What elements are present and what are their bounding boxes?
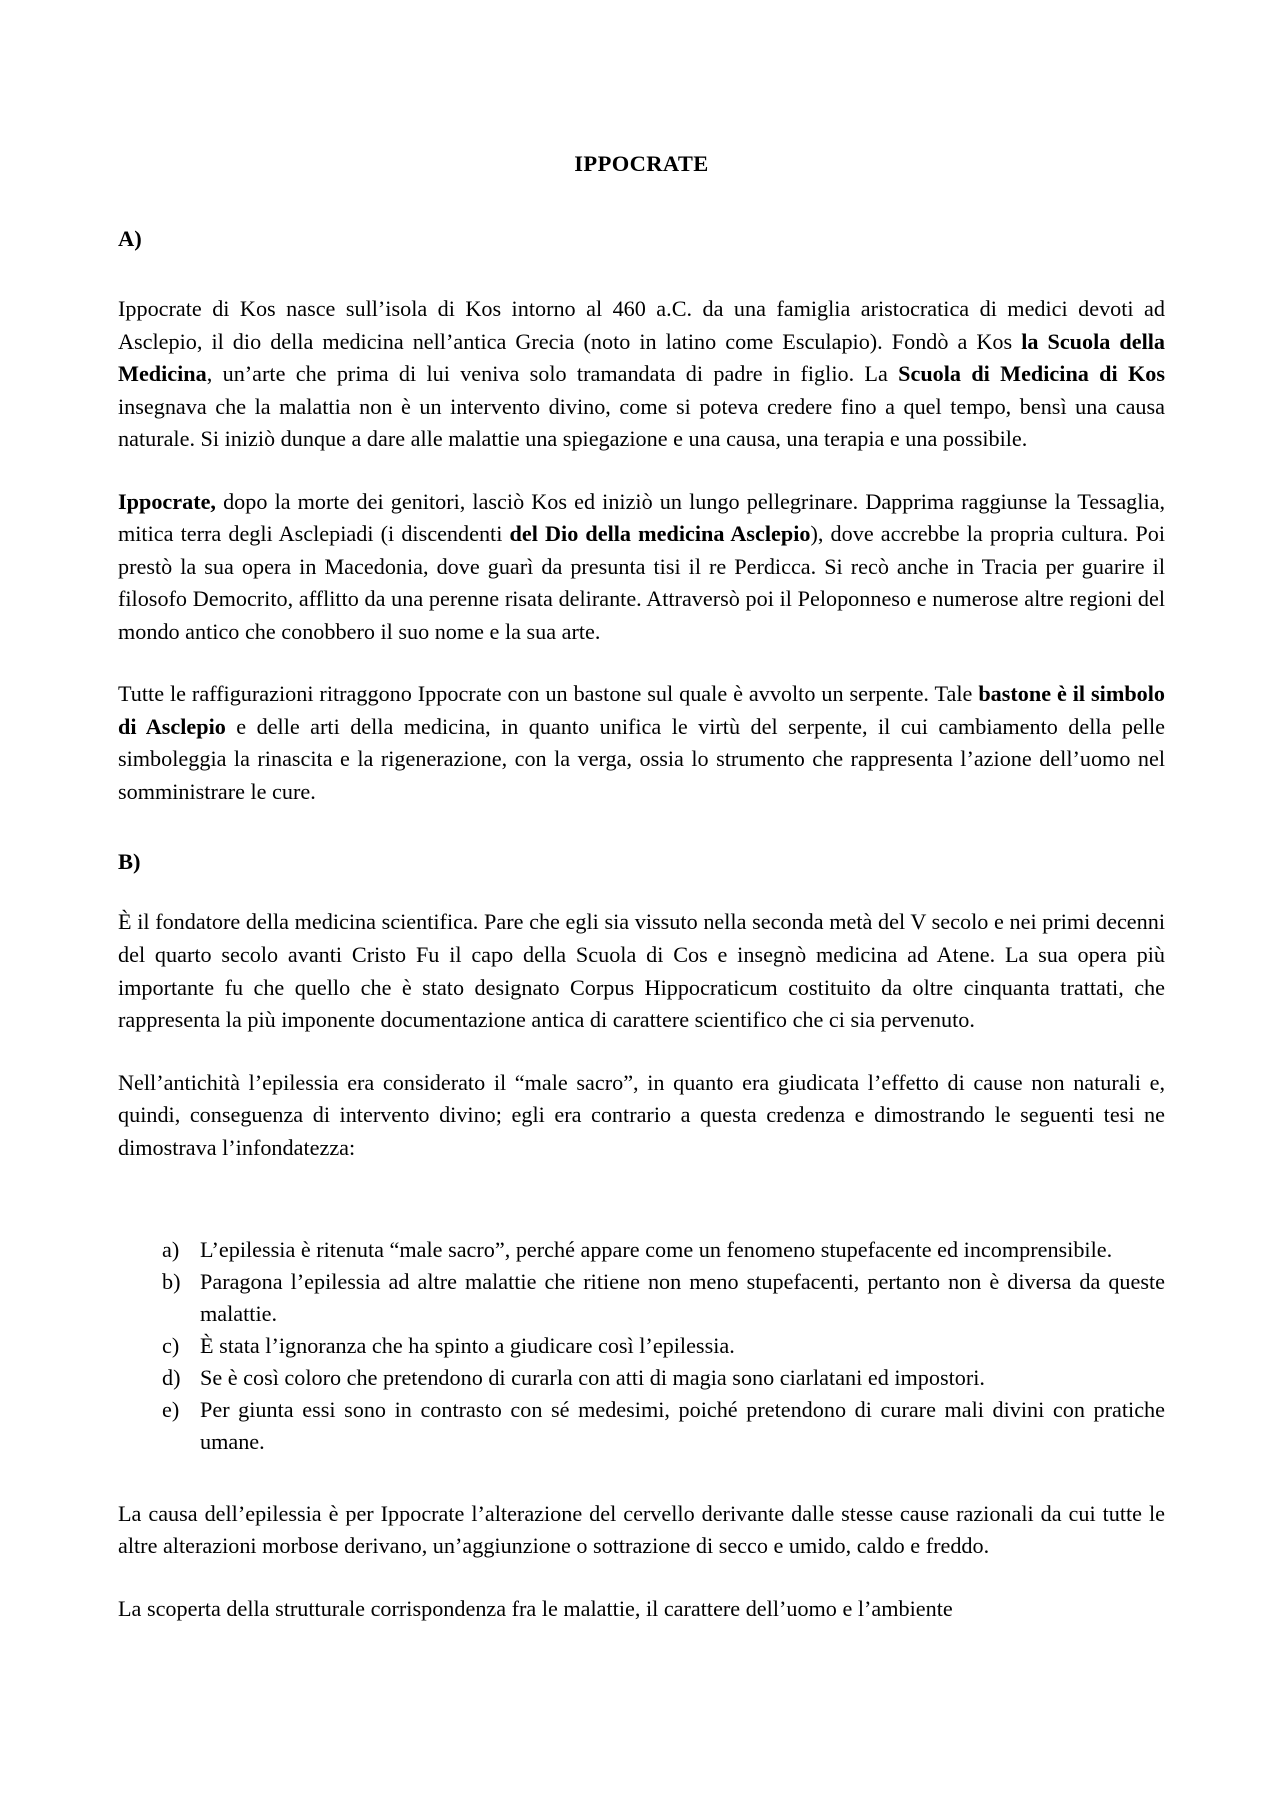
list-item-marker: c) bbox=[162, 1332, 180, 1358]
list-item bbox=[162, 1330, 1165, 1362]
text-run: Tutte le raffigurazioni ritraggono Ippocrate con un bastone sul quale è avvolto un serpente. Tale bbox=[118, 681, 979, 707]
spacer bbox=[118, 1037, 1165, 1067]
emphasis-run: la Scuola della Medicina bbox=[118, 328, 1165, 387]
section-label-b: B) bbox=[118, 849, 141, 875]
section-label-a: A) bbox=[118, 226, 142, 251]
page-title: IPPOCRATE bbox=[574, 151, 709, 176]
paragraph-a3 bbox=[118, 678, 1165, 808]
list-item bbox=[162, 1394, 1165, 1458]
paragraph-b2 bbox=[118, 1067, 1165, 1165]
list-item-text: Per giunta essi sono in contrasto con sé medesimi, poiché pretendono di curare mali divini con pratiche umane. bbox=[200, 1396, 1165, 1454]
spacer bbox=[118, 253, 1165, 293]
text-run: Ippocrate di Kos nasce sull’isola di Kos intorno al 460 a.C. da una famiglia aristocratica di medici devoti ad Asclepio, il dio della medicina nell’antica Grecia (noto in latino come Esculapio). Fondò a Kos bbox=[118, 296, 1165, 354]
spacer bbox=[118, 177, 1165, 225]
text-run: e delle arti della medicina, in quanto unifica le virtù del serpente, il cui cambiamento della pelle simboleggia la rinascita e la rigenerazione, con la verga, ossia lo strumento che rappresenta l’azione dell’uomo nel somministrare le cure. bbox=[118, 713, 1165, 804]
list-item-text: È stata l’ignoranza che ha spinto a giudicare così l’epilessia. bbox=[200, 1332, 735, 1358]
text-run: La causa dell’epilessia è per Ippocrate l’alterazione del cervello derivante dalle stesse cause razionali da cui tutte le altre alterazioni morbose derivano, un’aggiunzione o sottrazione di secco e umido, caldo e freddo. bbox=[118, 1500, 1165, 1559]
thesis-list bbox=[118, 1234, 1165, 1458]
emphasis-run: del Dio della medicina Asclepio bbox=[509, 521, 811, 547]
text-run: È il fondatore della medicina scientifica. Pare che egli sia vissuto nella seconda metà del V secolo e nei primi decenni del quarto secolo avanti Cristo Fu il capo della Scuola di Cos e insegnò medicina ad Atene. La sua opera più importante fu che quello che è stato designato Corpus Hippocraticum costituito da oltre cinquanta trattati, che rappresenta la più imponente documentazione antica di carattere scientifico che ci sia pervenuto. bbox=[118, 909, 1165, 1033]
list-item bbox=[162, 1266, 1165, 1330]
list-item bbox=[162, 1362, 1165, 1394]
emphasis-run: Scuola di Medicina di Kos bbox=[898, 361, 1165, 387]
list-item-text: Se è così coloro che pretendono di curarla con atti di magia sono ciarlatani ed impostori. bbox=[200, 1364, 985, 1390]
emphasis-run: Ippocrate, bbox=[118, 488, 216, 514]
list-item-marker: e) bbox=[162, 1396, 180, 1422]
paragraph-a2 bbox=[118, 486, 1165, 649]
spacer bbox=[118, 808, 1165, 848]
text-run: ), dove accrebbe la propria cultura. Poi prestò la sua opera in Macedonia, dove guarì da presunta tisi il re Perdicca. Si recò anche in Tracia per guarire il filosofo Democrito, afflitto da una perenne risata delirante. Attraversò poi il Peloponneso e numerose altre regioni del mondo antico che conobbero il suo nome e la sua arte. bbox=[118, 521, 1165, 644]
spacer bbox=[118, 1164, 1165, 1212]
paragraph-closing-1 bbox=[118, 1498, 1165, 1563]
paragraph-a1 bbox=[118, 293, 1165, 456]
list-item bbox=[162, 1234, 1165, 1266]
text-run: insegnava che la malattia non è un intervento divino, come si poteva credere fino a quel tempo, bensì una causa naturale. Si iniziò dunque a dare alle malattie una spiegazione e una causa, una terapia e una possibile. bbox=[118, 393, 1165, 452]
text-run: dopo la morte dei genitori, lasciò Kos ed iniziò un lungo pellegrinare. Dapprima raggiunse la Tessaglia, mitica terra degli Asclepiadi (i discendenti bbox=[118, 488, 1165, 547]
spacer bbox=[118, 876, 1165, 906]
list-item-text: L’epilessia è ritenuta “male sacro”, perché appare come un fenomeno stupefacente ed incomprensibile. bbox=[200, 1237, 1113, 1263]
list-item-marker: b) bbox=[162, 1269, 181, 1295]
spacer bbox=[118, 648, 1165, 678]
text-run: , un’arte che prima di lui veniva solo tramandata di padre in figlio. La bbox=[206, 361, 899, 387]
spacer bbox=[118, 1212, 1165, 1234]
paragraph-b1 bbox=[118, 906, 1165, 1036]
text-run: La scoperta della strutturale corrispondenza fra le malattie, il carattere dell’uomo e l’ambiente bbox=[118, 1595, 953, 1621]
list-item-marker: a) bbox=[162, 1237, 180, 1263]
spacer bbox=[118, 1458, 1165, 1498]
emphasis-run: bastone è il simbolo di Asclepio bbox=[118, 681, 1166, 739]
spacer bbox=[118, 456, 1165, 486]
paragraph-closing-2 bbox=[118, 1593, 1165, 1626]
spacer bbox=[118, 1563, 1165, 1593]
list-item-marker: d) bbox=[162, 1364, 181, 1390]
text-run: Nell’antichità l’epilessia era considerato il “male sacro”, in quanto era giudicata l’effetto di cause non naturali e, quindi, conseguenza di intervento divino; egli era contrario a questa credenza e dimostrando le seguenti tesi ne dimostrava l’infondatezza: bbox=[118, 1069, 1165, 1160]
list-item-text: Paragona l’epilessia ad altre malattie che ritiene non meno stupefacenti, pertanto non è diversa da queste malattie. bbox=[200, 1269, 1165, 1327]
